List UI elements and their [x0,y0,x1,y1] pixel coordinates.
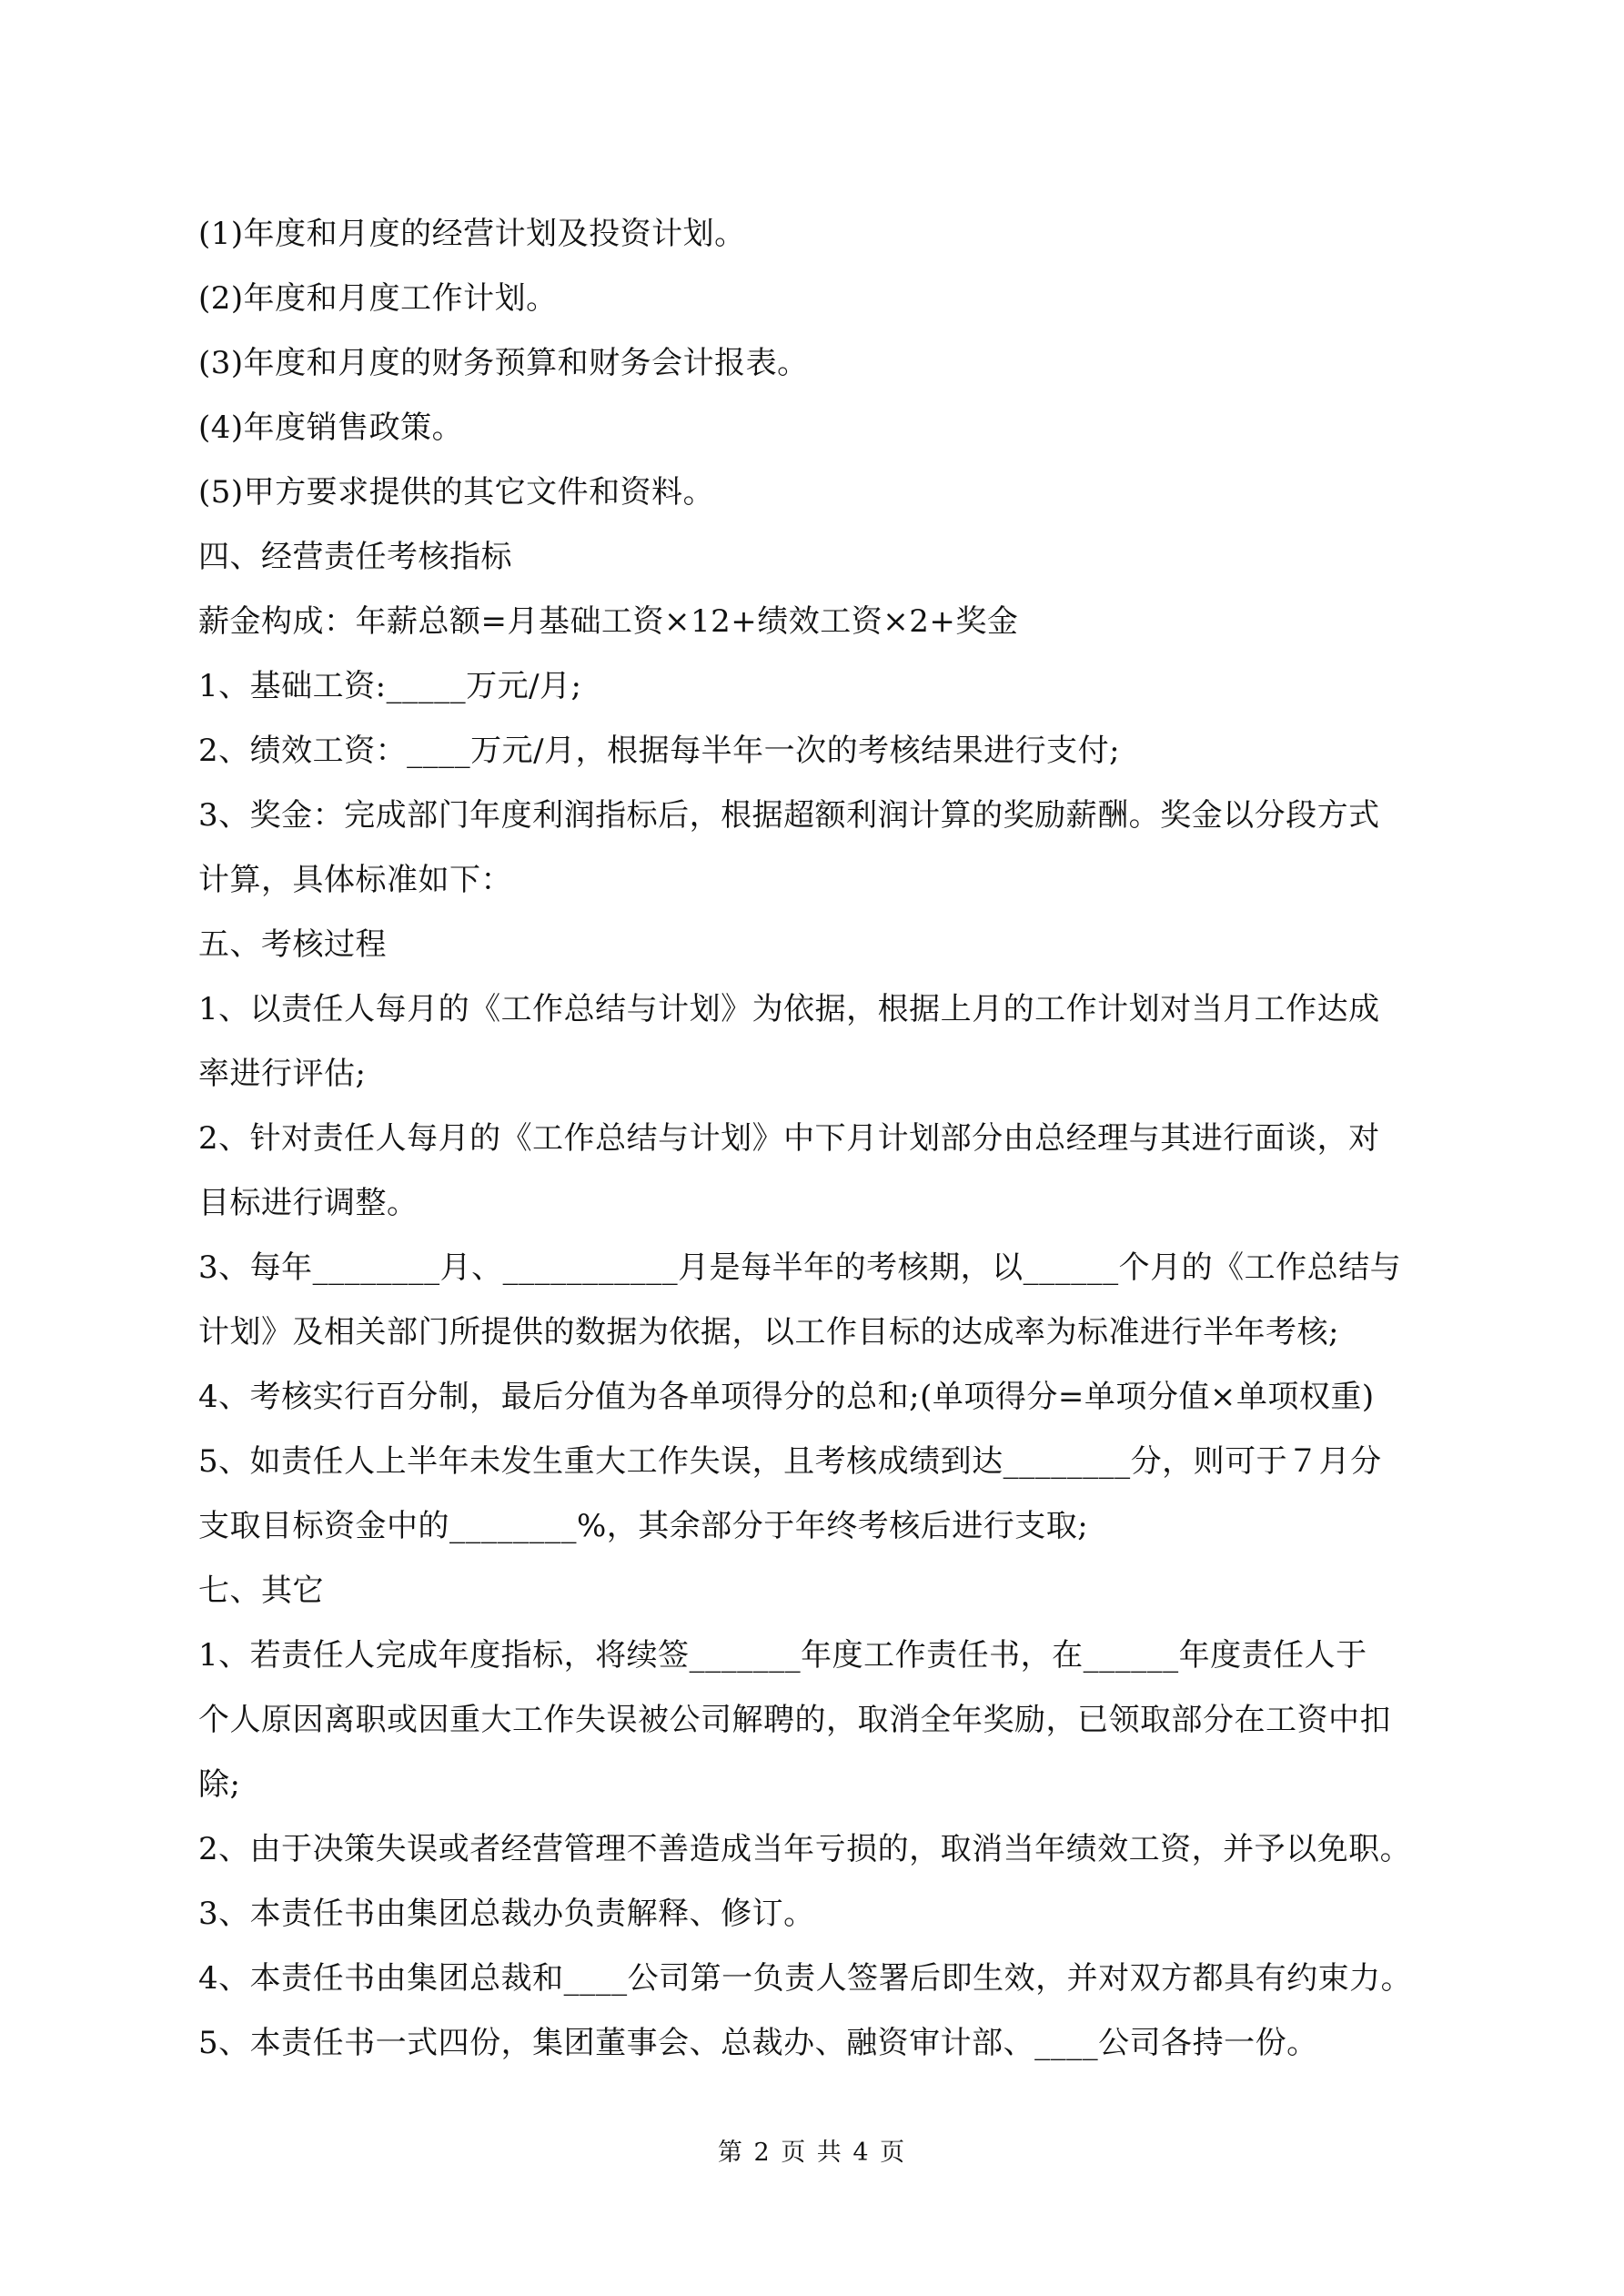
text-line: (2)年度和月度工作计划。 [198,280,558,317]
text-line: (4)年度销售政策。 [198,410,464,446]
text-line: 2、针对责任人每月的《工作总结与计划》中下月计划部分由总经理与其进行面谈，对 [198,1120,1380,1157]
text-line: 3、每年________月、___________月是每半年的考核期，以______个月的《工作总结与 [198,1249,1402,1286]
text-line: 3、奖金：完成部门年度利润指标后，根据超额利润计算的奖励薪酬。奖金以分段方式 [198,797,1380,834]
text-line: 除; [198,1766,241,1803]
section-heading: 五、考核过程 [198,926,387,963]
text-line: 目标进行调整。 [198,1185,419,1221]
text-line: 1、若责任人完成年度指标，将续签_______年度工作责任书，在______年度责任人于 [198,1637,1367,1674]
text-line: 3、本责任书由集团总裁办负责解释、修订。 [198,1896,815,1932]
text-line: 2、绩效工资：____万元/月，根据每半年一次的考核结果进行支付; [198,733,1121,769]
section-heading: 四、经营责任考核指标 [198,539,512,575]
text-line: (5)甲方要求提供的其它文件和资料。 [198,474,715,511]
text-line: 5、如责任人上半年未发生重大工作失误，且考核成绩到达________分，则可于７月分 [198,1443,1382,1480]
text-line: 5、本责任书一式四份，集团董事会、总裁办、融资审计部、____公司各持一份。 [198,2025,1318,2061]
text-line: 4、考核实行百分制，最后分值为各单项得分的总和;(单项得分=单项分值×单项权重) [198,1379,1375,1415]
text-line: 2、由于决策失误或者经营管理不善造成当年亏损的，取消当年绩效工资，并予以免职。 [198,1831,1412,1867]
text-line: 4、本责任书由集团总裁和____公司第一负责人签署后即生效，并对双方都具有约束力。 [198,1960,1413,1997]
text-line: 1、基础工资:_____万元/月; [198,668,582,704]
section-heading: 七、其它 [198,1573,324,1609]
document-body [198,202,1445,2076]
text-line: 计划》及相关部门所提供的数据为依据，以工作目标的达成率为标准进行半年考核; [198,1314,1339,1350]
text-line: 薪金构成：年薪总额=月基础工资×12+绩效工资×2+奖金 [198,603,1019,640]
text-line: 率进行评估; [198,1056,367,1092]
text-line: (3)年度和月度的财务预算和财务会计报表。 [198,345,809,381]
text-line: (1)年度和月度的经营计划及投资计划。 [198,216,746,252]
page-number-footer: 第 2 页 共 4 页 [717,2139,907,2167]
text-line: 1、以责任人每月的《工作总结与计划》为依据，根据上月的工作计划对当月工作达成 [198,991,1380,1027]
text-line: 个人原因离职或因重大工作失误被公司解聘的，取消全年奖励，已领取部分在工资中扣 [198,1702,1391,1738]
text-line: 计算，具体标准如下： [198,862,512,898]
text-line: 支取目标资金中的________%，其余部分于年终考核后进行支取; [198,1508,1089,1544]
